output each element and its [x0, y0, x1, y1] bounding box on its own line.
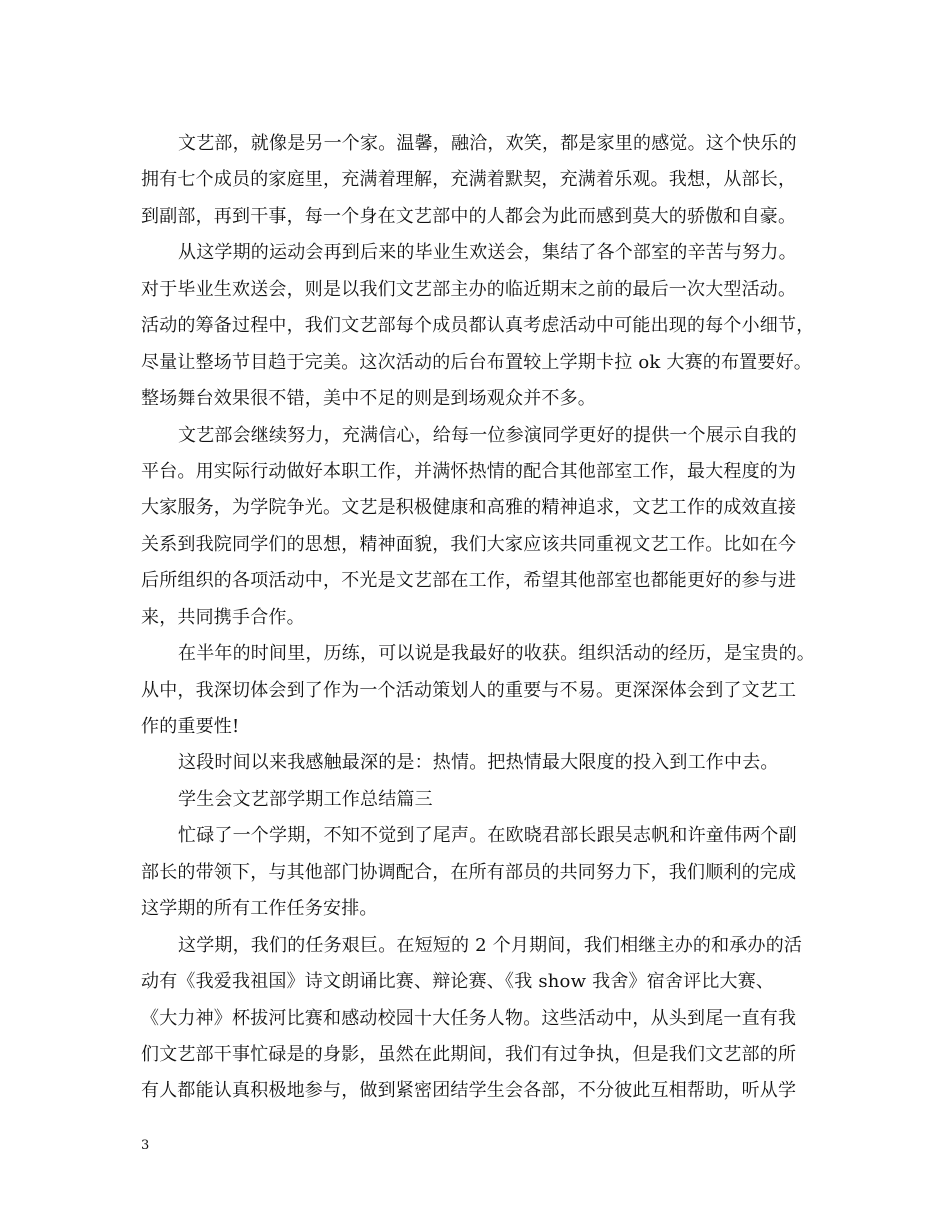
paragraph-line: 文艺部，就像是另一个家。温馨，融洽，欢笑，都是家里的感觉。这个快乐的 [178, 133, 797, 154]
paragraph-line: 尽量让整场节目趋于完美。这次活动的后台布置较上学期卡拉 ok 大赛的布置要好。 [141, 351, 812, 373]
paragraph-line: 文艺部会继续努力，充满信心，给每一位参演同学更好的提供一个展示自我的 [178, 424, 797, 446]
page-number: 3 [141, 1138, 150, 1153]
paragraph-line: 来，共同携手合作。 [141, 606, 305, 628]
document-body [141, 126, 831, 1110]
paragraph-line: 动有《我爱我祖国》诗文朗诵比赛、辩论赛、《我 show 我舍》宿舍评比大赛、 [141, 971, 775, 993]
paragraph-line: 后所组织的各项活动中，不光是文艺部在工作，希望其他部室也都能更好的参与进 [141, 570, 797, 592]
paragraph-line: 《大力神》杯拔河比赛和感动校园十大任务人物。这些活动中，从头到尾一直有我 [141, 1007, 797, 1029]
paragraph-line: 大家服务，为学院争光。文艺是积极健康和高雅的精神追求，文艺工作的成效直接 [141, 497, 797, 519]
paragraph-line: 忙碌了一个学期，不知不觉到了尾声。在欧晓君部长跟吴志帆和许童伟两个副 [178, 825, 797, 847]
paragraph-line: 对于毕业生欢送会，则是以我们文艺部主办的临近期末之前的最后一次大型活动。 [141, 278, 797, 300]
paragraph-line: 这学期，我们的任务艰巨。在短短的 2 个月期间，我们相继主办的和承办的活 [178, 934, 803, 956]
paragraph-line: 这学期的所有工作任务安排。 [141, 898, 378, 920]
section-heading: 学生会文艺部学期工作总结篇三 [178, 788, 433, 810]
paragraph-line: 平台。用实际行动做好本职工作，并满怀热情的配合其他部室工作，最大程度的为 [141, 460, 797, 482]
paragraph-line: 活动的筹备过程中，我们文艺部每个成员都认真考虑活动中可能出现的每个小细节， [141, 315, 815, 337]
paragraph-line: 从这学期的运动会再到后来的毕业生欢送会，集结了各个部室的辛苦与努力。 [178, 242, 797, 264]
paragraph-line: 关系到我院同学们的思想，精神面貌，我们大家应该共同重视文艺工作。比如在今 [141, 533, 797, 555]
paragraph-line: 这段时间以来我感触最深的是：热情。把热情最大限度的投入到工作中去。 [178, 752, 779, 774]
paragraph-line: 有人都能认真积极地参与，做到紧密团结学生会各部，不分彼此互相帮助，听从学 [141, 1080, 797, 1102]
paragraph-line: 从中，我深切体会到了作为一个活动策划人的重要与不易。更深深体会到了文艺工 [141, 679, 797, 701]
paragraph-line: 整场舞台效果很不错，美中不足的则是到场观众并不多。 [141, 388, 596, 410]
paragraph-line: 到副部，再到干事，每一个身在文艺部中的人都会为此而感到莫大的骄傲和自豪。 [141, 205, 797, 227]
paragraph-line: 作的重要性! [141, 716, 240, 737]
paragraph-line: 在半年的时间里，历练，可以说是我最好的收获。组织活动的经历，是宝贵的。 [178, 643, 815, 665]
paragraph-line: 们文艺部干事忙碌是的身影，虽然在此期间，我们有过争执，但是我们文艺部的所 [141, 1043, 797, 1065]
paragraph-line: 部长的带领下，与其他部门协调配合，在所有部员的共同努力下，我们顺利的完成 [141, 861, 797, 883]
paragraph-line: 拥有七个成员的家庭里，充满着理解，充满着默契，充满着乐观。我想，从部长， [141, 169, 797, 191]
